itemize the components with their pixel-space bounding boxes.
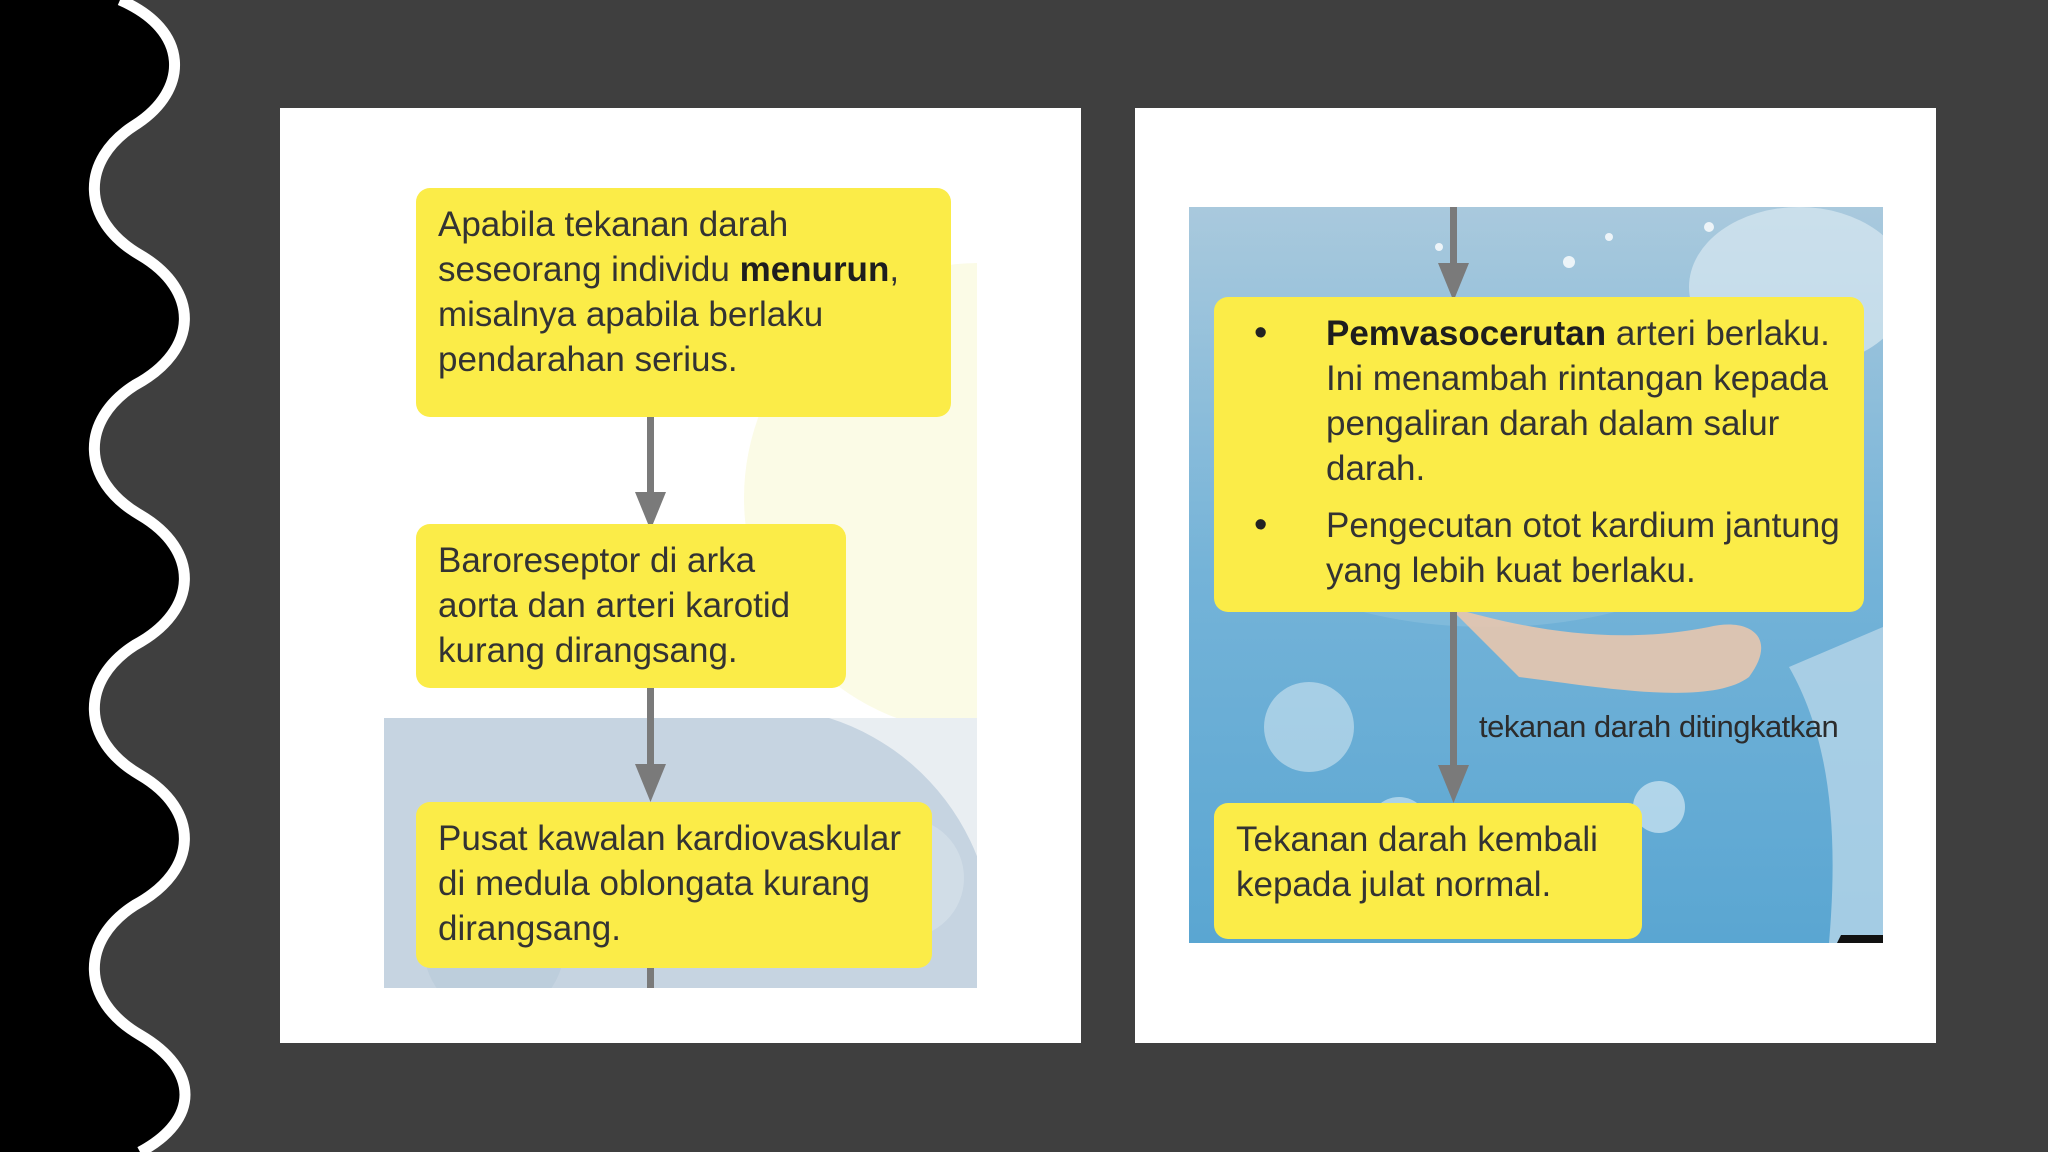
- right-flowchart-panel: [1189, 207, 1883, 943]
- right-slide-card: [1135, 108, 1936, 1043]
- bullet-heart-contraction: • Pengecutan otot kardium jantung yang lebih kuat berlaku.: [1232, 503, 1846, 593]
- response-bullet-list: [1232, 311, 1846, 593]
- flow-step-baroreceptors: Baroreseptor di arka aorta dan arteri karotid kurang dirangsang.: [416, 524, 846, 688]
- flow-step-pressure-normal: Tekanan darah kembali kepada julat normal.: [1214, 803, 1642, 939]
- left-slide-card: [280, 108, 1081, 1043]
- arrow-label-pressure-raised: tekanan darah ditingkatkan: [1479, 709, 1839, 744]
- left-flowchart-panel: [384, 188, 977, 988]
- bullet-vasoconstriction: • Pemvasocerutan arteri berlaku. Ini menambah rintangan kepada pengaliran darah dalam salur darah.: [1232, 311, 1846, 491]
- flow-step-body-responses: [1214, 297, 1864, 612]
- wavy-left-edge: [0, 0, 200, 1152]
- flow-step-blood-pressure-drops: Apabila tekanan darah seseorang individu menurun, misalnya apabila berlaku pendarahan serius.: [416, 188, 951, 417]
- flow-step-cardiovascular-center: Pusat kawalan kardiovaskular di medula oblongata kurang dirangsang.: [416, 802, 932, 968]
